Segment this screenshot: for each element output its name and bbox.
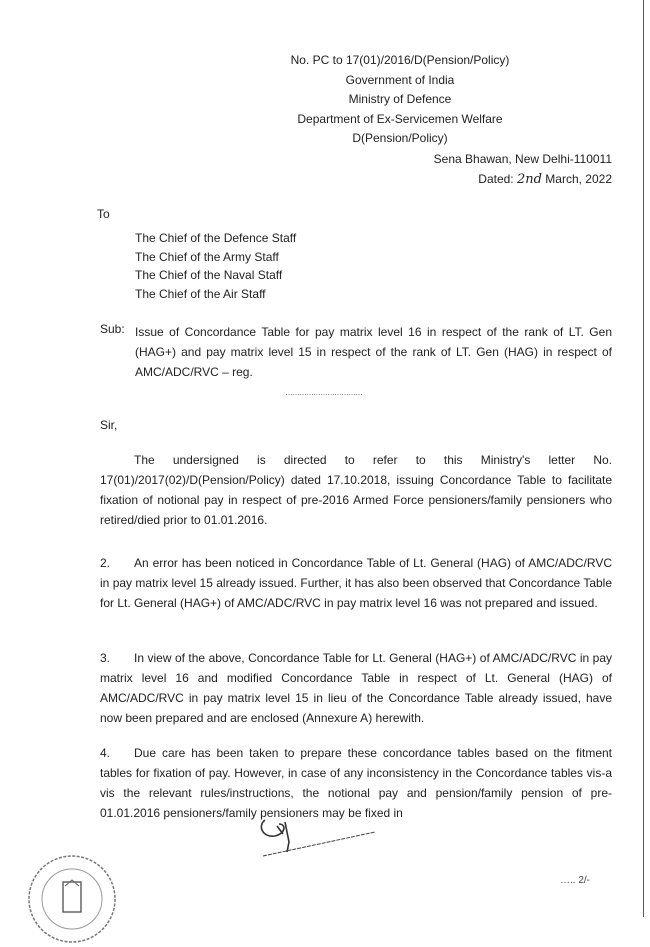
paragraph-2	[100, 553, 612, 613]
dated-day-handwritten: 2nd	[516, 172, 542, 187]
paragraph-3	[100, 648, 612, 728]
salutation: Sir,	[100, 418, 118, 432]
paragraph-4	[100, 743, 612, 823]
official-seal-stamp	[25, 852, 120, 947]
paragraph-number: 2.	[100, 556, 111, 570]
ministry-name: Ministry of Defence	[348, 92, 452, 106]
page-continuation: ….. 2/-	[560, 875, 591, 886]
division-name: D(Pension/Policy)	[352, 131, 448, 145]
separator-dots: ……………………………	[285, 388, 362, 397]
scan-page-edge	[643, 0, 644, 917]
signature	[255, 812, 385, 862]
subject-label: Sub:	[100, 322, 125, 336]
paragraph-text: Due care has been taken to prepare these concordance tables based on the fitment tables for fixation of pay. However, in case of any inconsistency in the Concordance tables vis-a vis the relevant rules/instructions, the notional pay and pension/family pension of pre-01.01.2016 pensioners/family pensioners may be fixed in	[100, 746, 612, 820]
recipient: The Chief of the Naval Staff	[135, 268, 283, 282]
dated-label: Dated:	[478, 172, 514, 186]
letter-header	[240, 51, 560, 149]
to-label: To	[97, 207, 110, 221]
paragraph-text: An error has been noticed in Concordance Table of Lt. General (HAG) of AMC/ADC/RVC in pay matrix level 15 already issued. Further, it has also been observed that Concordance Table for Lt. General (HAG+) of AMC/ADC/RVC in pay matrix level 16 was not prepared and issued.	[100, 556, 612, 610]
recipient: The Chief of the Army Staff	[135, 249, 279, 264]
paragraph-number: 3.	[100, 651, 111, 665]
department-name: Department of Ex-Servicemen Welfare	[297, 111, 503, 126]
recipient-list	[135, 229, 296, 303]
paragraph-text: The undersigned is directed to refer to this Ministry's letter No. 17(01)/2017(02)/D(Pension/Policy) dated 17.10.2018, issuing Concordance Table to facilitate fixation of notional pay in respect of pre-2016 Armed Force pensioners/family pensioners who retired/died prior to 01.01.2016.	[100, 453, 612, 527]
government-name: Government of India	[345, 72, 455, 87]
recipient: The Chief of the Defence Staff	[135, 231, 297, 245]
paragraph-1	[100, 450, 612, 530]
subject-text: Issue of Concordance Table for pay matrix level 16 in respect of the rank of LT. Gen (HAG+) and pay matrix level 15 in respect of the rank of LT. Gen (HAG) in respect of AMC/ADC/RVC – reg.	[135, 325, 612, 379]
paragraph-text: In view of the above, Concordance Table for Lt. General (HAG+) of AMC/ADC/RVC in pay matrix level 16 and modified Concordance Table in respect of Lt. General (HAG) of AMC/ADC/RVC in pay matrix level 15 in lieu of the Concordance Table already issued, have now been prepared and are enclosed (Annexure A) herewith.	[100, 651, 612, 725]
address-block	[434, 149, 612, 190]
address: Sena Bhawan, New Delhi-110011	[433, 152, 612, 166]
date-line	[434, 169, 612, 190]
paragraph-number: 4.	[100, 746, 111, 760]
recipient: The Chief of the Air Staff	[135, 286, 266, 301]
reference-number: No. PC to 17(01)/2016/D(Pension/Policy)	[290, 53, 510, 67]
dated-month-year: March, 2022	[545, 172, 612, 186]
